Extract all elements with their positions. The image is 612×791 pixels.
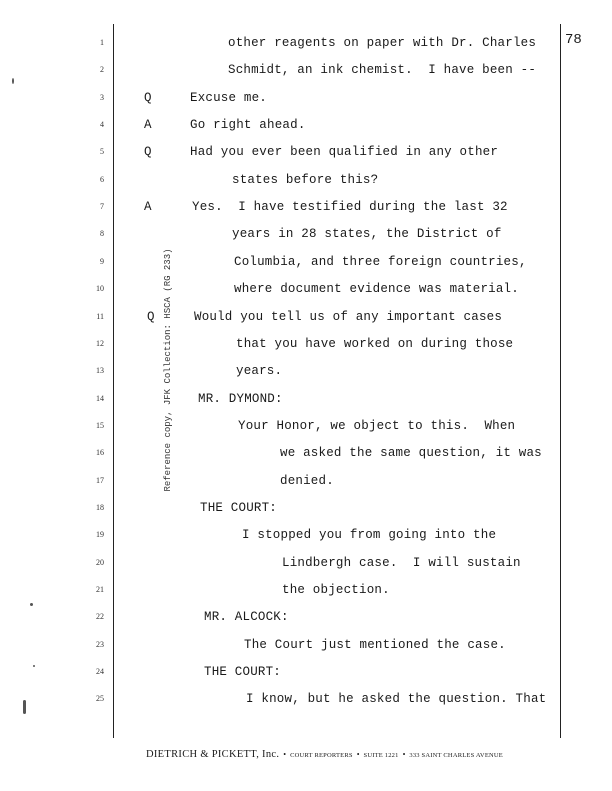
line-text: I stopped you from going into the <box>242 528 497 543</box>
transcript-line <box>0 167 612 193</box>
speaker-marker: A <box>144 118 152 133</box>
transcript-line <box>0 112 612 138</box>
reporter-address: 333 SAINT CHARLES AVENUE <box>409 752 503 759</box>
archive-reference-stamp: Reference copy, JFK Collection: HSCA (RG 233) <box>163 248 173 492</box>
footer-separator: • <box>356 750 360 759</box>
line-text: Go right ahead. <box>190 118 306 133</box>
line-number: 14 <box>96 393 104 403</box>
transcript-line <box>0 495 612 521</box>
line-text: The Court just mentioned the case. <box>244 637 506 652</box>
line-text: Would you tell us of any important cases <box>194 309 503 324</box>
line-text: Excuse me. <box>190 90 268 105</box>
line-number: 12 <box>96 338 104 348</box>
line-text: years. <box>236 364 283 379</box>
transcript-line <box>0 632 612 658</box>
line-text: denied. <box>280 473 334 488</box>
line-number: 11 <box>96 311 104 321</box>
line-number: 10 <box>96 284 104 294</box>
line-text: Your Honor, we object to this. When <box>238 418 516 433</box>
line-text: the objection. <box>282 583 390 597</box>
transcript-line <box>0 386 612 412</box>
reporter-firm-name: DIETRICH & PICKETT, Inc. <box>146 749 280 760</box>
line-text: Columbia, and three foreign countries, <box>234 254 527 269</box>
line-number: 7 <box>100 202 104 212</box>
footer-separator: • <box>402 750 406 759</box>
line-number: 20 <box>96 557 104 567</box>
transcript-line <box>0 57 612 83</box>
line-number: 24 <box>96 667 104 677</box>
line-text: other reagents on paper with Dr. Charles <box>228 36 537 50</box>
transcript-line <box>0 440 612 466</box>
transcript-line <box>0 249 612 275</box>
line-number: 19 <box>96 530 104 540</box>
footer-separator: • <box>283 750 287 759</box>
line-number: 1 <box>100 38 104 47</box>
transcript-line <box>0 659 612 685</box>
line-text: MR. ALCOCK: <box>204 610 289 625</box>
line-number: 25 <box>96 694 104 704</box>
reporter-role: COURT REPORTERS <box>290 752 353 759</box>
line-text: I know, but he asked the question. That <box>246 692 547 707</box>
transcript-line <box>0 577 612 603</box>
line-number: 15 <box>96 420 104 430</box>
line-number: 16 <box>96 448 104 458</box>
transcript-line <box>0 30 612 56</box>
line-text: Lindbergh case. I will sustain <box>282 555 521 570</box>
line-number: 22 <box>96 612 104 622</box>
transcript-line <box>0 522 612 548</box>
line-text: Yes. I have testified during the last 32 <box>192 200 508 215</box>
line-number: 13 <box>96 366 104 376</box>
transcript-line <box>0 686 612 712</box>
line-text: states before this? <box>232 172 379 187</box>
line-text: Schmidt, an ink chemist. I have been -- <box>228 63 537 78</box>
transcript-line <box>0 85 612 111</box>
line-text: THE COURT: <box>204 665 282 680</box>
transcript-line <box>0 550 612 576</box>
reporter-footer <box>146 744 560 762</box>
line-number: 17 <box>96 475 104 485</box>
line-text: we asked the same question, it was <box>280 446 542 461</box>
speaker-marker: A <box>144 200 152 215</box>
line-text: where document evidence was material. <box>234 282 519 297</box>
line-text: years in 28 states, the District of <box>232 227 502 242</box>
transcript-line <box>0 304 612 330</box>
line-number: 2 <box>100 65 104 75</box>
page-number: 78 <box>565 32 582 48</box>
transcript-line <box>0 604 612 630</box>
transcript-line <box>0 139 612 165</box>
line-number: 8 <box>100 229 104 239</box>
transcript-line <box>0 413 612 439</box>
reporter-suite: SUITE 1221 <box>363 752 399 759</box>
scan-speck <box>30 603 33 606</box>
line-number: 4 <box>100 120 104 130</box>
transcript-line <box>0 358 612 384</box>
line-number: 6 <box>100 174 104 184</box>
transcript-line <box>0 221 612 247</box>
line-text: THE COURT: <box>200 500 278 515</box>
scan-speck <box>12 78 14 84</box>
transcript-line <box>0 331 612 357</box>
line-text: Had you ever been qualified in any other <box>190 145 499 160</box>
line-number: 5 <box>100 147 104 157</box>
transcript-line <box>0 468 612 494</box>
line-text: that you have worked on during those <box>236 336 514 351</box>
speaker-marker: Q <box>144 145 152 160</box>
line-text: MR. DYMOND: <box>198 391 283 406</box>
line-number: 9 <box>100 256 104 266</box>
transcript-line <box>0 194 612 220</box>
line-number: 23 <box>96 639 104 649</box>
transcript-line <box>0 276 612 302</box>
line-number: 21 <box>96 585 104 594</box>
line-number: 18 <box>96 502 104 512</box>
scan-speck <box>33 665 35 667</box>
scan-speck <box>23 700 26 714</box>
speaker-marker: Q <box>147 309 155 324</box>
line-number: 3 <box>100 92 104 102</box>
speaker-marker: Q <box>144 90 152 105</box>
